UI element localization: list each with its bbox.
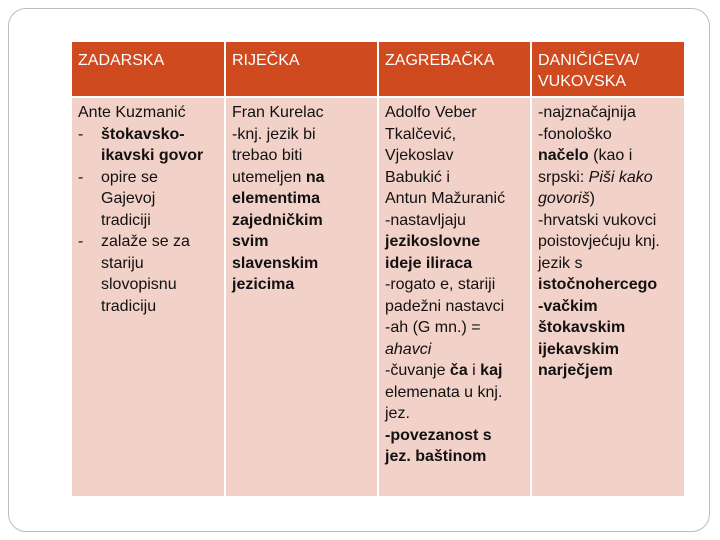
text-line: stariju bbox=[101, 254, 144, 272]
bullet-dash: - bbox=[78, 125, 84, 143]
text-line bbox=[78, 124, 218, 146]
text-line: jez. baštinom bbox=[385, 448, 487, 465]
text-line: Vjekoslav bbox=[385, 147, 454, 164]
header-vukovska-label: VUKOVSKA bbox=[538, 73, 627, 90]
text-line: -povezanost s bbox=[385, 426, 492, 444]
text-line: Gajevoj bbox=[101, 190, 156, 207]
header-row bbox=[72, 42, 684, 97]
text-span: kaj bbox=[480, 362, 503, 379]
header-zagrebacka bbox=[378, 42, 531, 97]
text-line bbox=[538, 188, 678, 210]
text-span: (kao i bbox=[588, 147, 633, 164]
text-line: poistovjećuju knj. bbox=[538, 233, 660, 250]
header-danicic-label: DANIČIĆEVA/ bbox=[538, 52, 640, 69]
text-line: Tkalčević, bbox=[385, 125, 457, 143]
text-line: -fonološko bbox=[538, 125, 612, 143]
text-line: slovopisnu bbox=[101, 276, 177, 293]
text-line bbox=[538, 145, 678, 167]
text-line: jezikoslovne bbox=[385, 233, 481, 250]
text-span: utemeljen bbox=[232, 168, 302, 186]
text-line: istočnohercego bbox=[538, 276, 658, 293]
text-line: -najznačajnija bbox=[538, 104, 636, 121]
content-row bbox=[72, 97, 684, 496]
text-line: Antun Mažuranić bbox=[385, 190, 506, 207]
header-danicic-vukovska bbox=[531, 42, 684, 97]
bullet-dash: - bbox=[78, 233, 84, 250]
header-zagrebacka-label: ZAGREBAČKA bbox=[385, 52, 495, 69]
text-line: jez. bbox=[385, 405, 410, 422]
text-line bbox=[232, 167, 371, 189]
text-line: elemenata u knj. bbox=[385, 383, 503, 401]
header-zadarska-label: ZADARSKA bbox=[78, 52, 165, 69]
text-line: narječjem bbox=[538, 362, 613, 379]
text-line bbox=[538, 167, 678, 189]
header-rijecka bbox=[225, 42, 378, 97]
text-line: elementima bbox=[232, 190, 321, 207]
text-line: padežni nastavci bbox=[385, 297, 505, 315]
text-line: tradiciji bbox=[101, 211, 151, 229]
text-line bbox=[78, 231, 218, 253]
text-span: zalaže se za bbox=[101, 233, 190, 250]
text-span: načelo bbox=[538, 147, 589, 164]
text-line: tradiciju bbox=[101, 297, 157, 315]
cell-rijecka bbox=[225, 97, 378, 496]
text-line: ideje iliraca bbox=[385, 254, 473, 272]
cell-zagrebacka bbox=[378, 97, 531, 496]
dialect-schools-table bbox=[72, 42, 684, 496]
text-line: trebao biti bbox=[232, 147, 303, 164]
text-line: -nastavljaju bbox=[385, 211, 466, 229]
text-line bbox=[385, 360, 524, 382]
text-line: štokavskim bbox=[538, 319, 626, 336]
text-line: -knj. jezik bi bbox=[232, 125, 316, 143]
text-line: -rogato e, stariji bbox=[385, 276, 496, 293]
text-span: govoriš bbox=[538, 190, 590, 207]
text-line: -ah (G mn.) = bbox=[385, 319, 481, 336]
text-span: štokavsko- bbox=[101, 125, 185, 143]
text-line: ijekavskim bbox=[538, 340, 619, 358]
header-rijecka-label: RIJEČKA bbox=[232, 52, 300, 69]
text-line: -hrvatski vukovci bbox=[538, 211, 657, 229]
text-line: Adolfo Veber bbox=[385, 104, 477, 121]
text-span: srpski: bbox=[538, 168, 589, 186]
text-span: opire se bbox=[101, 168, 158, 186]
text-line bbox=[78, 167, 218, 189]
text-line: slavenskim bbox=[232, 254, 319, 272]
text-line: jezik s bbox=[538, 254, 583, 272]
text-line: Ante Kuzmanić bbox=[78, 104, 186, 121]
text-span: ča bbox=[449, 362, 468, 379]
text-span: i bbox=[467, 362, 481, 379]
text-line: zajedničkim bbox=[232, 211, 323, 229]
text-line: ahavci bbox=[385, 340, 432, 358]
text-line: -vačkim bbox=[538, 297, 598, 315]
text-span: ) bbox=[589, 190, 595, 207]
cell-danicic-vukovska bbox=[531, 97, 684, 496]
text-line: svim bbox=[232, 233, 269, 250]
text-span: -čuvanje bbox=[385, 362, 450, 379]
bullet-dash: - bbox=[78, 168, 84, 186]
cell-zadarska bbox=[72, 97, 225, 496]
text-line: ikavski govor bbox=[101, 147, 204, 164]
header-zadarska bbox=[72, 42, 225, 97]
text-line: Babukić i bbox=[385, 168, 450, 186]
text-span: Piši kako bbox=[588, 168, 653, 186]
text-span: na bbox=[301, 168, 325, 186]
text-line: Fran Kurelac bbox=[232, 104, 324, 121]
text-line: jezicima bbox=[232, 276, 295, 293]
